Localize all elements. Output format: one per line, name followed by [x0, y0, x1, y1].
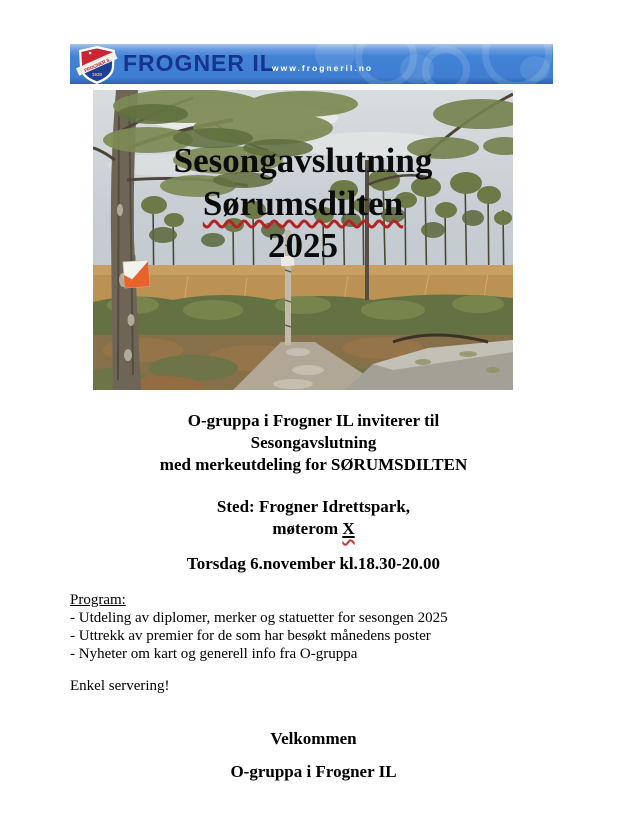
venue-line2: [0, 518, 627, 540]
banner-decor-blob: [400, 54, 434, 84]
invitation-line3: med merkeutdeling for SØRUMSDILTEN: [159, 455, 468, 474]
website-url: www.frogneril.no: [272, 63, 374, 73]
poster-title-misspelled-word: Sørumsdilten: [202, 183, 404, 223]
club-name: FROGNER IL: [123, 50, 275, 76]
schedule-line: Torsdag 6.november kl.18.30-20.00: [186, 554, 441, 573]
program-heading: Program:: [70, 592, 126, 608]
serving-note: Enkel servering!: [70, 678, 170, 694]
frogner-il-logo-icon: [73, 45, 121, 84]
program-item: - Nyheter om kart og generell info fra O-gruppa: [70, 646, 358, 662]
svg-text:1930: 1930: [91, 72, 103, 77]
invitation-line1: O-gruppa i Frogner IL inviterer til: [187, 411, 440, 430]
svg-text:FROGNER IL: FROGNER IL: [83, 56, 112, 74]
invitation-block: [0, 410, 627, 476]
poster-title: [93, 140, 513, 268]
venue-room-placeholder: X: [342, 519, 355, 538]
cover-photo: [93, 90, 513, 390]
poster-title-line3: 2025: [268, 226, 338, 266]
poster-title-line2: [93, 183, 513, 226]
venue-room-prefix: møterom: [272, 519, 343, 538]
program-item: - Utdeling av diplomer, merker og statuetter for sesongen 2025: [70, 610, 448, 626]
banner-decor-blob: [520, 56, 550, 82]
closing-welcome: Velkommen: [270, 729, 357, 748]
program-item: - Uttrekk av premier for de som har besøkt månedens poster: [70, 628, 431, 644]
venue-line1: Sted: Frogner Idrettspark,: [216, 497, 411, 516]
program-section: [70, 591, 550, 663]
header-banner: [70, 44, 553, 84]
poster-title-line1: Sesongavslutning: [173, 141, 433, 180]
venue-block: [0, 496, 627, 540]
invitation-line2: Sesongavslutning: [250, 433, 377, 452]
closing-signature: O-gruppa i Frogner IL: [230, 762, 397, 781]
